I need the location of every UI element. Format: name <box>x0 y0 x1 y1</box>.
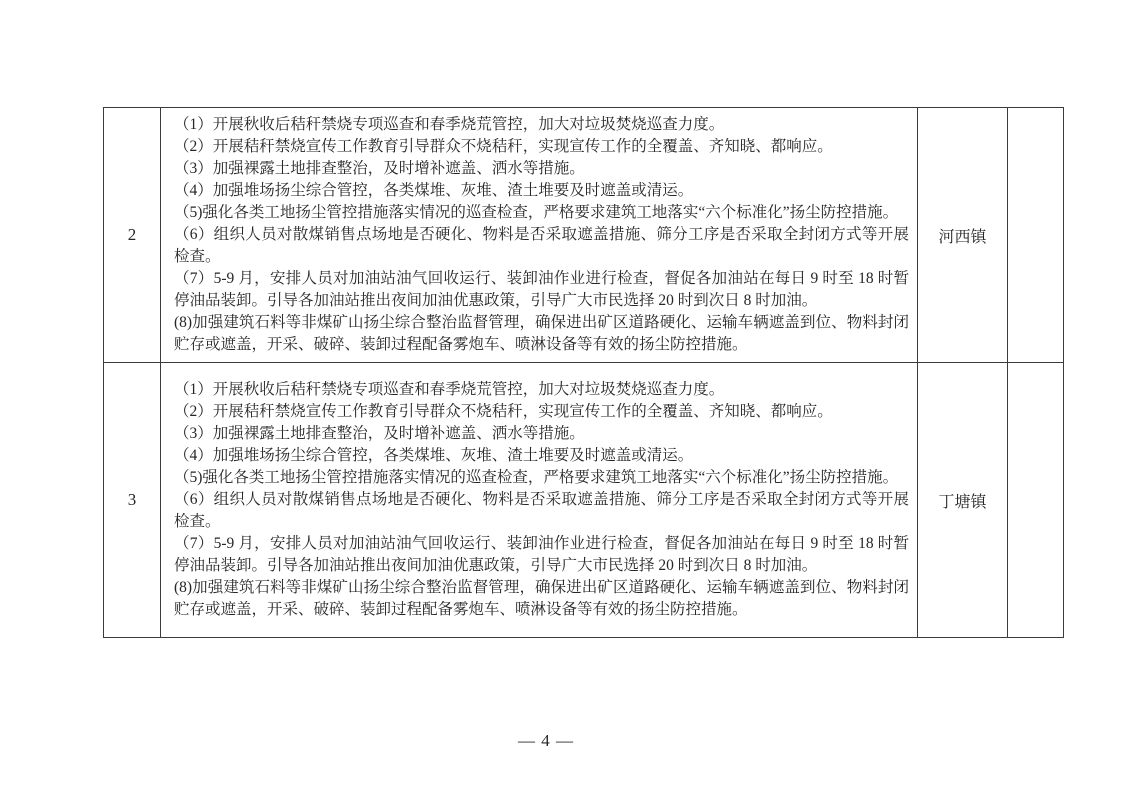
measure-item: (8)加强建筑石料等非煤矿山扬尘综合整治监督管理，确保进出矿区道路硬化、运输车辆遮盖到位、物料封闭贮存或遮盖，开采、破碎、装卸过程配备雾炮车、喷淋设备等有效的扬尘防控措施。 <box>174 579 909 618</box>
table-row <box>104 363 1064 638</box>
remark-cell <box>1008 363 1064 638</box>
measure-item: （5)强化各类工地扬尘管控措施落实情况的巡查检查，严格要求建筑工地落实“六个标准化”扬尘防控措施。 <box>174 204 899 221</box>
measure-item: （7）5-9 月，安排人员对加油站油气回收运行、装卸油作业进行检查，督促各加油站在每日 9 时至 18 时暂停油品装卸。引导各加油站推出夜间加油优惠政策，引导广大市民选择 20 时到次日 8 时加油。 <box>174 535 909 574</box>
measure-item: （3）加强裸露土地排查整治，及时增补遮盖、洒水等措施。 <box>174 425 585 442</box>
responsible-town-cell: 河西镇 <box>918 108 1008 363</box>
responsible-town-cell: 丁塘镇 <box>918 363 1008 638</box>
measure-item: （4）加强堆场扬尘综合管控，各类煤堆、灰堆、渣土堆要及时遮盖或清运。 <box>174 447 694 464</box>
measure-item: （3）加强裸露土地排查整治，及时增补遮盖、洒水等措施。 <box>174 160 585 177</box>
measures-cell <box>161 108 918 363</box>
row-number-cell: 3 <box>104 363 161 638</box>
page-number: — 4 — <box>518 731 574 750</box>
measure-item: （6）组织人员对散煤销售点场地是否硬化、物料是否采取遮盖措施、筛分工序是否采取全封闭方式等开展检查。 <box>174 491 909 530</box>
measure-item: （1）开展秋收后秸秆禁烧专项巡查和春季烧荒管控，加大对垃圾焚烧巡查力度。 <box>174 116 725 133</box>
row-number-cell: 2 <box>104 108 161 363</box>
remark-cell <box>1008 108 1064 363</box>
measure-item: (8)加强建筑石料等非煤矿山扬尘综合整治监督管理，确保进出矿区道路硬化、运输车辆遮盖到位、物料封闭贮存或遮盖，开采、破碎、装卸过程配备雾炮车、喷淋设备等有效的扬尘防控措施。 <box>174 314 909 353</box>
measure-item: （5)强化各类工地扬尘管控措施落实情况的巡查检查，严格要求建筑工地落实“六个标准化”扬尘防控措施。 <box>174 469 899 486</box>
measure-item: （2）开展秸秆禁烧宣传工作教育引导群众不烧秸秆，实现宣传工作的全覆盖、齐知晓、都响应。 <box>174 403 833 420</box>
measure-item: （1）开展秋收后秸秆禁烧专项巡查和春季烧荒管控，加大对垃圾焚烧巡查力度。 <box>174 381 725 398</box>
measure-item: （2）开展秸秆禁烧宣传工作教育引导群众不烧秸秆，实现宣传工作的全覆盖、齐知晓、都响应。 <box>174 138 833 155</box>
measure-item: （6）组织人员对散煤销售点场地是否硬化、物料是否采取遮盖措施、筛分工序是否采取全封闭方式等开展检查。 <box>174 226 909 265</box>
measures-cell <box>161 363 918 638</box>
table-row <box>104 108 1064 363</box>
measures-table <box>103 107 1064 638</box>
measure-item: （4）加强堆场扬尘综合管控，各类煤堆、灰堆、渣土堆要及时遮盖或清运。 <box>174 182 694 199</box>
measure-item: （7）5-9 月，安排人员对加油站油气回收运行、装卸油作业进行检查，督促各加油站在每日 9 时至 18 时暂停油品装卸。引导各加油站推出夜间加油优惠政策，引导广大市民选择 20 时到次日 8 时加油。 <box>174 270 909 309</box>
